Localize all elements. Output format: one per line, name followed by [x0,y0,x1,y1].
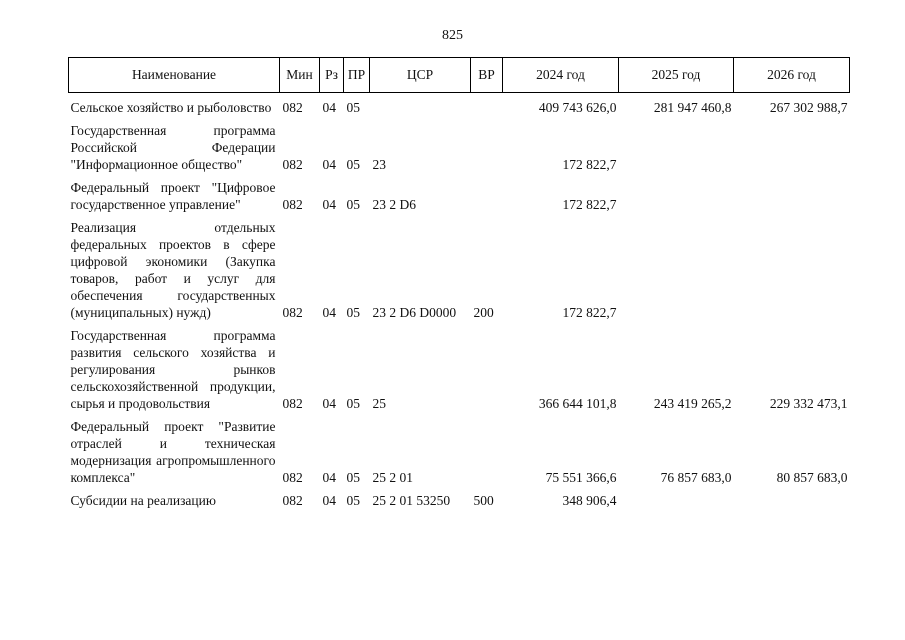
table-header-row [69,58,850,93]
cell-rz: 04 [322,100,336,115]
cell-y2025 [619,173,734,213]
cell-min: 082 [282,197,303,212]
header-min: Мин [280,58,320,93]
cell-name: Сельское хозяйство и рыболовство [70,100,272,115]
table-row [69,116,850,173]
table-row [69,173,850,213]
header-csr: ЦСР [370,58,471,93]
cell-pr: 05 [346,100,360,115]
cell-rz: 04 [322,197,336,212]
cell-y2025: 76 857 683,0 [660,470,732,485]
cell-rz: 04 [322,157,336,172]
cell-csr: 25 2 01 53250 [372,493,451,508]
header-2025: 2025 год [619,58,734,93]
table-row [69,93,850,117]
cell-y2026: 267 302 988,7 [769,100,848,115]
header-pr: ПР [344,58,370,93]
cell-pr: 05 [346,305,360,320]
cell-rz: 04 [322,493,336,508]
cell-csr: 25 [372,396,386,411]
header-rz: Рз [320,58,344,93]
cell-vr [471,93,503,117]
cell-csr: 23 2 D6 D0000 [372,305,457,320]
cell-name: Государственная программа Российской Федерации "Информационное общество" [70,123,276,172]
cell-pr: 05 [346,157,360,172]
cell-pr: 05 [346,470,360,485]
cell-csr: 23 [372,157,386,172]
cell-rz: 04 [322,396,336,411]
cell-name: Государственная программа развития сельского хозяйства и регулирования рынков сельскохозяйственной продукции, сырья и продовольствия [70,328,276,411]
cell-vr: 500 [473,493,494,508]
cell-name: Федеральный проект "Развитие отраслей и техническая модернизация агропромышленного комплекса" [70,419,276,485]
cell-y2024: 75 551 366,6 [545,470,617,485]
cell-y2025: 281 947 460,8 [653,100,732,115]
cell-vr [471,412,503,486]
cell-name: Реализация отдельных федеральных проектов в сфере цифровой экономики (Закупка товаров, работ и услуг для обеспечения государственных (муниципальных) нужд) [70,220,276,320]
cell-min: 082 [282,493,303,508]
cell-name: Субсидии на реализацию [70,493,216,508]
cell-csr: 23 2 D6 [372,197,416,212]
cell-y2024: 366 644 101,8 [538,396,617,411]
cell-y2024: 409 743 626,0 [538,100,617,115]
cell-y2025 [619,116,734,173]
cell-min: 082 [282,157,303,172]
page-number: 825 [442,28,463,43]
cell-min: 082 [282,305,303,320]
cell-min: 082 [282,396,303,411]
cell-vr [471,321,503,412]
cell-y2024: 172 822,7 [562,157,617,172]
cell-y2026 [734,116,850,173]
cell-y2024: 172 822,7 [562,305,617,320]
budget-table [68,57,850,509]
cell-name: Федеральный проект "Цифровое государственное управление" [70,180,276,212]
cell-rz: 04 [322,305,336,320]
cell-min: 082 [282,100,303,115]
header-name: Наименование [69,58,280,93]
cell-pr: 05 [346,396,360,411]
cell-vr [471,116,503,173]
cell-min: 082 [282,470,303,485]
cell-rz: 04 [322,470,336,485]
cell-vr: 200 [473,305,494,320]
table-body [69,93,850,510]
cell-y2026 [734,486,850,509]
header-vr: ВР [471,58,503,93]
cell-y2025: 243 419 265,2 [653,396,732,411]
cell-y2024: 172 822,7 [562,197,617,212]
cell-y2025 [619,486,734,509]
cell-pr: 05 [346,493,360,508]
header-2026: 2026 год [734,58,850,93]
header-2024: 2024 год [503,58,619,93]
cell-y2026 [734,213,850,321]
cell-csr [370,93,471,117]
cell-pr: 05 [346,197,360,212]
cell-y2024: 348 906,4 [562,493,617,508]
cell-csr: 25 2 01 [372,470,413,485]
cell-y2026: 229 332 473,1 [769,396,848,411]
cell-y2025 [619,213,734,321]
table-row [69,321,850,412]
table-row [69,213,850,321]
cell-y2026 [734,173,850,213]
table-row [69,486,850,509]
cell-vr [471,173,503,213]
table-row [69,412,850,486]
cell-y2026: 80 857 683,0 [776,470,848,485]
